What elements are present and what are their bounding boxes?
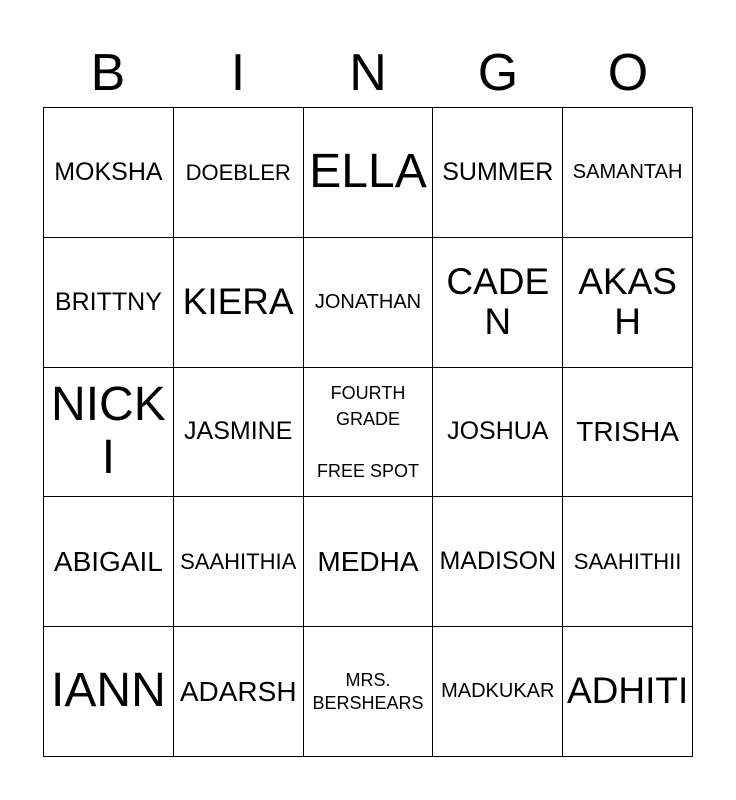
cell-label: IANN <box>51 664 166 718</box>
free-space-gap <box>306 432 431 458</box>
header-letter-i: I <box>230 44 246 102</box>
free-space-label <box>306 380 431 484</box>
bingo-cell[interactable] <box>563 238 693 368</box>
cell-label: MOKSHA <box>54 157 163 186</box>
bingo-board <box>43 107 693 757</box>
header-letter-g: G <box>477 44 519 102</box>
bingo-cell[interactable] <box>563 368 693 498</box>
cell-label: AKASH <box>578 260 677 343</box>
bingo-cell[interactable] <box>563 627 693 757</box>
cell-label: JOSHUA <box>447 417 549 446</box>
cell-label: ABIGAIL <box>53 546 163 578</box>
bingo-cell[interactable] <box>44 627 174 757</box>
bingo-cell[interactable] <box>433 238 563 368</box>
cell-label: SAMANTAH <box>572 160 683 183</box>
cell-label: JONATHAN <box>314 290 422 313</box>
free-space-line-1: FOURTH <box>330 382 406 403</box>
cell-label: ADHITI <box>566 670 689 712</box>
header-letter-n: N <box>349 44 387 102</box>
bingo-cell[interactable] <box>44 238 174 368</box>
bingo-cell-free-space[interactable] <box>304 368 434 498</box>
free-space-line-2: GRADE <box>335 408 400 429</box>
cell-label: MADKUKAR <box>441 680 555 703</box>
cell-label: ELLA <box>309 145 427 198</box>
cell-label: CADEN <box>446 260 550 343</box>
cell-label: SUMMER <box>442 157 554 186</box>
cell-label: NICKI <box>51 378 166 484</box>
bingo-cell[interactable] <box>44 108 174 238</box>
cell-label: SAAHITHIA <box>180 549 297 575</box>
bingo-header <box>43 42 693 104</box>
cell-label: KIERA <box>182 280 294 322</box>
cell-label: DOEBLER <box>185 159 291 185</box>
cell-label: JASMINE <box>184 417 293 446</box>
cell-label: SAAHITHII <box>573 549 682 575</box>
cell-label: MADISON <box>439 547 557 576</box>
bingo-cell[interactable] <box>563 108 693 238</box>
bingo-cell[interactable] <box>433 627 563 757</box>
bingo-cell[interactable] <box>433 497 563 627</box>
bingo-cell[interactable] <box>174 238 304 368</box>
bingo-cell[interactable] <box>304 108 434 238</box>
cell-label: MRS. BERSHEARS <box>312 670 424 713</box>
bingo-cell[interactable] <box>174 497 304 627</box>
bingo-cell[interactable] <box>44 368 174 498</box>
cell-label: MEDHA <box>317 546 419 578</box>
cell-label: BRITTNY <box>54 287 162 316</box>
bingo-cell[interactable] <box>304 627 434 757</box>
bingo-cell[interactable] <box>433 368 563 498</box>
cell-label: ADARSH <box>179 676 297 708</box>
bingo-cell[interactable] <box>174 627 304 757</box>
bingo-cell[interactable] <box>174 108 304 238</box>
free-space-line-3: FREE SPOT <box>316 460 419 481</box>
header-letter-o: O <box>607 44 649 102</box>
cell-label: TRISHA <box>576 416 679 448</box>
bingo-cell[interactable] <box>433 108 563 238</box>
bingo-cell[interactable] <box>304 497 434 627</box>
bingo-cell[interactable] <box>44 497 174 627</box>
bingo-cell[interactable] <box>563 497 693 627</box>
bingo-cell[interactable] <box>304 238 434 368</box>
header-letter-b: B <box>90 44 126 102</box>
bingo-cell[interactable] <box>174 368 304 498</box>
